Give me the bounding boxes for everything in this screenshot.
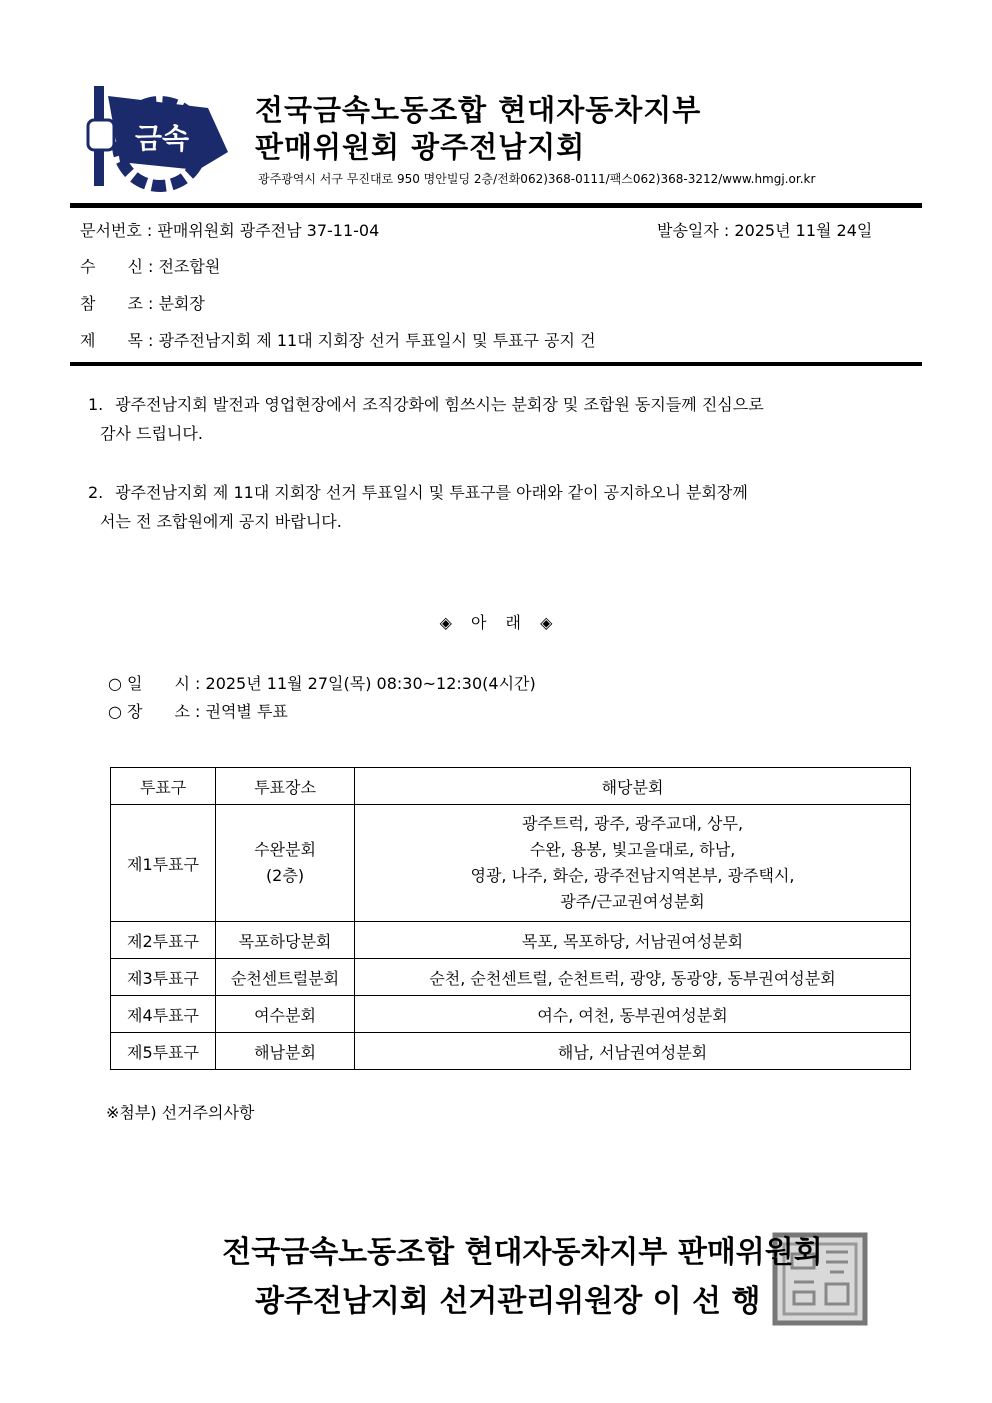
place-cell: [216, 805, 355, 922]
table-row: [111, 1033, 911, 1070]
table-row: [111, 805, 911, 922]
branches-cell: [355, 805, 911, 922]
table-row: [111, 959, 911, 996]
org-subtitle: 판매위원회 광주전남지회: [255, 130, 586, 164]
place-line: 수완분회: [254, 840, 316, 859]
paragraph-1: [88, 390, 918, 448]
branches-cell: 해남, 서남권여성분회: [355, 1033, 911, 1070]
para1-number: 1.: [88, 395, 104, 414]
paragraph-2: [88, 478, 918, 536]
polling-table: [110, 767, 911, 1070]
district-cell: 제5투표구: [111, 1033, 216, 1070]
table-header-row: [111, 768, 911, 805]
vote-place: ○ 장 소 : 권역별 투표: [108, 702, 288, 721]
below-heading: ◈ 아 래 ◈: [439, 613, 553, 632]
table-row: [111, 922, 911, 959]
place-cell: 해남분회: [216, 1033, 355, 1070]
branch-line: 영광, 나주, 화순, 광주전남지역본부, 광주택시,: [470, 866, 795, 885]
para2-line2: 서는 전 조합원에게 공지 바랍니다.: [100, 512, 342, 531]
para1-line1: 광주전남지회 발전과 영업현장에서 조직강화에 힘쓰시는 분회장 및 조합원 동지들께 진심으로: [115, 395, 764, 414]
district-cell: 제3투표구: [111, 959, 216, 996]
org-address: 광주광역시 서구 무진대로 950 명안빌딩 2층/전화062)368-0111/팩스062)368-3212/www.hmgj.or.kr: [258, 172, 816, 186]
place-cell: 여수분회: [216, 996, 355, 1033]
place-cell: 순천센트럴분회: [216, 959, 355, 996]
org-title: 전국금속노동조합 현대자동차지부: [255, 93, 702, 127]
header-place: 투표장소: [216, 768, 355, 805]
header-district: 투표구: [111, 768, 216, 805]
table-row: [111, 996, 911, 1033]
branch-line: 광주트럭, 광주, 광주교대, 상무,: [521, 814, 744, 833]
branches-cell: 순천, 순천센트럴, 순천트럭, 광양, 동광양, 동부권여성분회: [355, 959, 911, 996]
union-logo: [80, 82, 230, 194]
signature-name: 광주전남지회 선거관리위원장 이 선 행: [255, 1284, 761, 1319]
branches-cell: 여수, 여천, 동부권여성분회: [355, 996, 911, 1033]
branch-line: 수완, 용봉, 빛고을대로, 하남,: [529, 840, 736, 859]
para2-number: 2.: [88, 483, 104, 502]
send-date: 발송일자 : 2025년 11월 24일: [657, 221, 873, 240]
header-divider-thick: [70, 203, 922, 208]
vote-date: ○ 일 시 : 2025년 11월 27일(목) 08:30~12:30(4시간): [108, 674, 536, 693]
meta-divider: [70, 362, 922, 366]
reference: 참 조 : 분회장: [80, 294, 205, 313]
para1-line2: 감사 드립니다.: [100, 424, 203, 443]
doc-number: 문서번호 : 판매위원회 광주전남 37-11-04: [80, 221, 380, 240]
branches-cell: 목포, 목포하당, 서남권여성분회: [355, 922, 911, 959]
district-cell: 제2투표구: [111, 922, 216, 959]
district-cell: 제1투표구: [111, 805, 216, 922]
attachment-note: ※첨부) 선거주의사항: [106, 1103, 255, 1122]
place-cell: 목포하당분회: [216, 922, 355, 959]
subject: 제 목 : 광주전남지회 제 11대 지회장 선거 투표일시 및 투표구 공지 건: [80, 331, 596, 350]
place-line: (2층): [265, 866, 305, 885]
header-branches: 해당분회: [355, 768, 911, 805]
branch-line: 광주/근교권여성분회: [560, 892, 705, 911]
district-cell: 제4투표구: [111, 996, 216, 1033]
recipient: 수 신 : 전조합원: [80, 257, 221, 276]
signature-org: 전국금속노동조합 현대자동차지부 판매위원회: [222, 1235, 823, 1270]
para2-line1: 광주전남지회 제 11대 지회장 선거 투표일시 및 투표구를 아래와 같이 공지하오니 분회장께: [115, 483, 748, 502]
logo-text: 금속: [134, 122, 190, 155]
